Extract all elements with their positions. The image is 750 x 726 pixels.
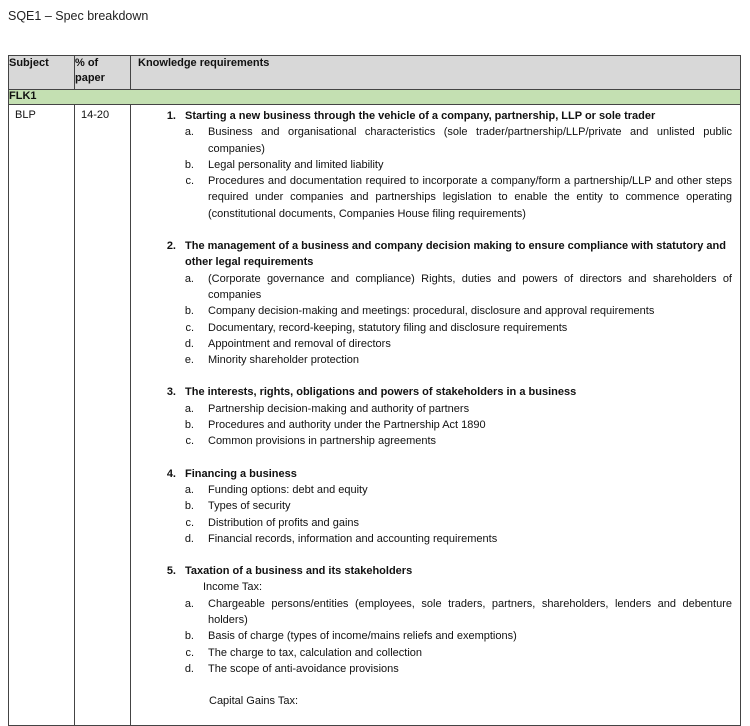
list-item	[131, 498, 732, 514]
list-item-text: Legal personality and limited liability	[208, 158, 384, 171]
list-item	[131, 596, 732, 629]
table-row	[9, 105, 741, 726]
list-item	[131, 320, 732, 336]
topic-note-secondary: Capital Gains Tax:	[209, 695, 299, 708]
list-item-text: Partnership decision-making and authority of partners	[208, 402, 470, 415]
header-paper-percent: % of paper	[75, 56, 131, 90]
list-item	[131, 271, 732, 304]
topic-title: Starting a new business through the vehicle of a company, partnership, LLP or sole trader	[185, 110, 656, 122]
topic-heading	[131, 238, 732, 271]
list-item-letter: c.	[185, 321, 194, 334]
list-item	[131, 303, 732, 319]
topic-block	[131, 238, 732, 368]
topic-block	[131, 563, 732, 709]
list-item-text: Basis of charge (types of income/mains reliefs and exemptions)	[208, 630, 517, 643]
list-item-letter: a.	[184, 272, 194, 285]
document-title: SQE1 – Spec breakdown	[8, 9, 149, 23]
list-item	[131, 645, 732, 661]
list-item	[131, 401, 732, 417]
list-item-text: Common provisions in partnership agreements	[208, 435, 437, 448]
list-item-letter: a.	[184, 597, 194, 610]
list-item-letter: d.	[184, 662, 194, 675]
list-item-letter: a.	[184, 402, 194, 415]
list-item-text: The charge to tax, calculation and collection	[208, 646, 423, 659]
topic-number: 4.	[166, 467, 176, 480]
list-item-text: Funding options: debt and equity	[208, 483, 368, 496]
list-item-letter: b.	[184, 158, 194, 171]
list-item-letter: c.	[185, 646, 194, 659]
list-item-letter: b.	[184, 500, 194, 513]
list-item-text: Procedures and documentation required to incorporate a company/form a partnership/LLP and other steps required under companies and partnerships legislation to enable the entity to commence operating (constitutional documents, Companies House filing requirements)	[208, 175, 732, 220]
topic-heading	[131, 563, 732, 579]
list-item	[131, 157, 732, 173]
spacer	[131, 547, 732, 563]
topic-note: Income Tax:	[203, 581, 263, 594]
list-item-text: Business and organisational characteristics (sole trader/partnership/LLP/private and unlisted public companies)	[208, 126, 732, 155]
header-subject: Subject	[9, 56, 75, 90]
list-item-letter: b.	[184, 305, 194, 318]
list-item-text: Types of security	[208, 500, 291, 513]
list-item-text: (Corporate governance and compliance) Rights, duties and powers of directors and shareholders of companies	[208, 272, 732, 301]
list-item	[131, 482, 732, 498]
list-item-text: Minority shareholder protection	[208, 354, 360, 367]
list-item	[131, 417, 732, 433]
topic-title: Taxation of a business and its stakeholders	[185, 565, 413, 578]
topic-title: The interests, rights, obligations and powers of stakeholders in a business	[185, 386, 577, 399]
list-item-text: The scope of anti-avoidance provisions	[208, 662, 399, 675]
topic-block	[131, 384, 732, 449]
list-item	[131, 124, 732, 157]
subject-cell: BLP	[15, 109, 36, 121]
topic-heading	[131, 384, 732, 400]
list-item-letter: c.	[185, 435, 194, 448]
topic-block	[131, 108, 732, 222]
list-item	[131, 336, 732, 352]
list-item-letter: b.	[184, 630, 194, 643]
list-item-text: Appointment and removal of directors	[208, 337, 391, 350]
topic-block	[131, 466, 732, 547]
list-item	[131, 628, 732, 644]
list-item-letter: a.	[184, 483, 194, 496]
list-item-letter: d.	[184, 532, 194, 545]
topic-number: 5.	[166, 565, 176, 578]
list-item-letter: a.	[184, 126, 194, 139]
list-item-letter: b.	[184, 419, 194, 432]
header-row	[9, 56, 741, 90]
list-item	[131, 352, 732, 368]
list-item	[131, 173, 732, 222]
list-item-letter: e.	[184, 354, 194, 367]
spacer	[131, 222, 732, 238]
spec-table	[8, 55, 741, 726]
topic-heading	[131, 466, 732, 482]
topic-number: 1.	[166, 110, 176, 122]
section-row	[9, 90, 741, 105]
list-item	[131, 531, 732, 547]
list-item-letter: c.	[185, 516, 194, 529]
list-item-text: Distribution of profits and gains	[208, 516, 360, 529]
list-item-text: Financial records, information and accounting requirements	[208, 532, 498, 545]
list-item-letter: d.	[184, 337, 194, 350]
list-item-text: Procedures and authority under the Partnership Act 1890	[208, 419, 486, 432]
list-item	[131, 515, 732, 531]
list-item	[131, 433, 732, 449]
knowledge-requirements	[131, 105, 740, 710]
list-item	[131, 661, 732, 677]
header-knowledge: Knowledge requirements	[131, 56, 741, 90]
percent-cell: 14-20	[81, 109, 110, 121]
list-item-letter: c.	[185, 175, 194, 188]
topic-number: 3.	[166, 386, 176, 399]
topic-heading	[131, 108, 732, 124]
spacer	[131, 450, 732, 466]
spacer	[131, 368, 732, 384]
topic-title: Financing a business	[185, 467, 297, 480]
topic-title: The management of a business and company decision making to ensure compliance with statutory and other legal requirements	[185, 240, 726, 269]
topic-number: 2.	[166, 240, 176, 253]
list-item-text: Documentary, record-keeping, statutory filing and disclosure requirements	[208, 321, 568, 334]
list-item-text: Company decision-making and meetings: procedural, disclosure and approval requirements	[208, 305, 655, 318]
section-label: FLK1	[9, 90, 741, 105]
list-item-text: Chargeable persons/entities (employees, sole traders, partners, shareholders, lenders and debenture holders)	[208, 597, 732, 627]
